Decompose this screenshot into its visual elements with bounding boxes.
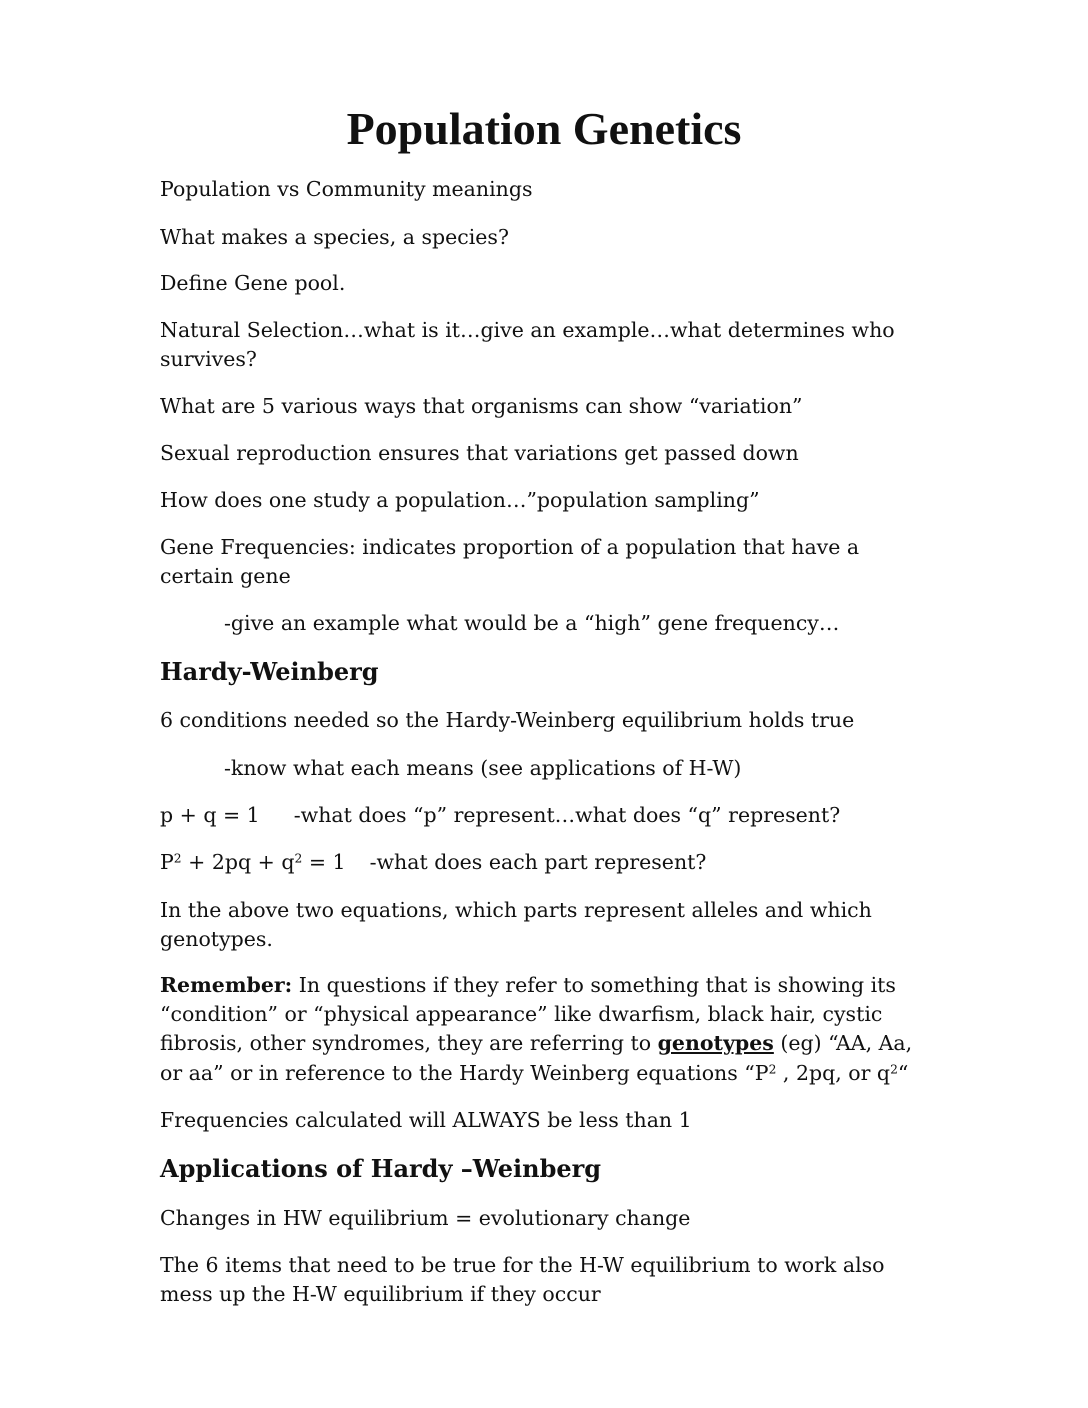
text-line-remember-4 <box>160 1059 940 1088</box>
section-heading-hardy-weinberg: Hardy-Weinberg <box>160 657 379 686</box>
text-line-sexual-reproduction: Sexual reproduction ensures that variations get passed down <box>160 441 799 465</box>
remember-text-3b: (eg) “AA, Aa, <box>773 1031 913 1055</box>
section-heading-applications: Applications of Hardy –Weinberg <box>160 1154 602 1183</box>
text-line-variation: What are 5 various ways that organisms can show “variation” <box>160 394 803 418</box>
remember-label: Remember: <box>160 973 293 997</box>
equation-p-plus-q-question: -what does “p” represent…what does “q” represent? <box>293 803 841 827</box>
equation-line-hardy-weinberg <box>160 848 940 877</box>
superscript-two: 2 <box>173 851 182 866</box>
superscript-two: 2 <box>768 1062 777 1077</box>
text-line-gene-frequencies-cont: certain gene <box>160 564 291 588</box>
text-line-define-gene-pool: Define Gene pool. <box>160 271 346 295</box>
text-line-know-each-means: -know what each means (see applications of H-W) <box>224 756 742 780</box>
text-line-remember <box>160 971 940 1000</box>
text-line-alleles-genotypes: In the above two equations, which parts represent alleles and which <box>160 898 872 922</box>
text-line-population-sampling: How does one study a population…”population sampling” <box>160 488 760 512</box>
text-line-population-vs-community: Population vs Community meanings <box>160 177 533 201</box>
superscript-two: 2 <box>890 1062 898 1077</box>
text-line-frequencies-less-than-one: Frequencies calculated will ALWAYS be less than 1 <box>160 1108 692 1132</box>
equation-mid-term: + 2pq + q <box>181 850 295 874</box>
remember-text-3a: fibrosis, other syndromes, they are referring to <box>160 1031 658 1055</box>
remember-text-4c: “ <box>897 1061 909 1085</box>
equation-line-p-plus-q <box>160 801 940 830</box>
text-line-six-items: The 6 items that need to be true for the H-W equilibrium to work also <box>160 1253 885 1277</box>
page-title: Population Genetics <box>346 103 742 154</box>
superscript-two: 2 <box>294 851 303 866</box>
text-line-remember-2: “condition” or “physical appearance” like dwarfism, black hair, cystic <box>160 1002 883 1026</box>
text-line-what-makes-species: What makes a species, a species? <box>160 225 509 249</box>
remember-text: In questions if they refer to something that is showing its <box>292 973 896 997</box>
remember-text-4a: or aa” or in reference to the Hardy Weinberg equations “P <box>160 1061 769 1085</box>
text-line-high-gene-frequency: -give an example what would be a “high” gene frequency… <box>224 611 840 635</box>
genotypes-emphasis: genotypes <box>657 1031 774 1055</box>
text-line-gene-frequencies: Gene Frequencies: indicates proportion of a population that have a <box>160 535 860 559</box>
text-line-six-conditions: 6 conditions needed so the Hardy-Weinberg equilibrium holds true <box>160 708 855 732</box>
equation-hw-question: -what does each part represent? <box>369 850 707 874</box>
equation-p-term: P <box>160 850 174 874</box>
equation-equals-one: = 1 <box>302 850 346 874</box>
text-line-natural-selection-cont: survives? <box>160 347 257 371</box>
equation-p-plus-q: p + q = 1 <box>160 803 260 827</box>
text-line-remember-3 <box>160 1029 940 1058</box>
text-line-six-items-cont: mess up the H-W equilibrium if they occur <box>160 1282 601 1306</box>
text-line-natural-selection: Natural Selection…what is it…give an example…what determines who <box>160 318 895 342</box>
text-line-hw-equilibrium-change: Changes in HW equilibrium = evolutionary change <box>160 1206 691 1230</box>
remember-text-4b: , 2pq, or q <box>776 1061 891 1085</box>
text-line-alleles-genotypes-cont: genotypes. <box>160 927 273 951</box>
